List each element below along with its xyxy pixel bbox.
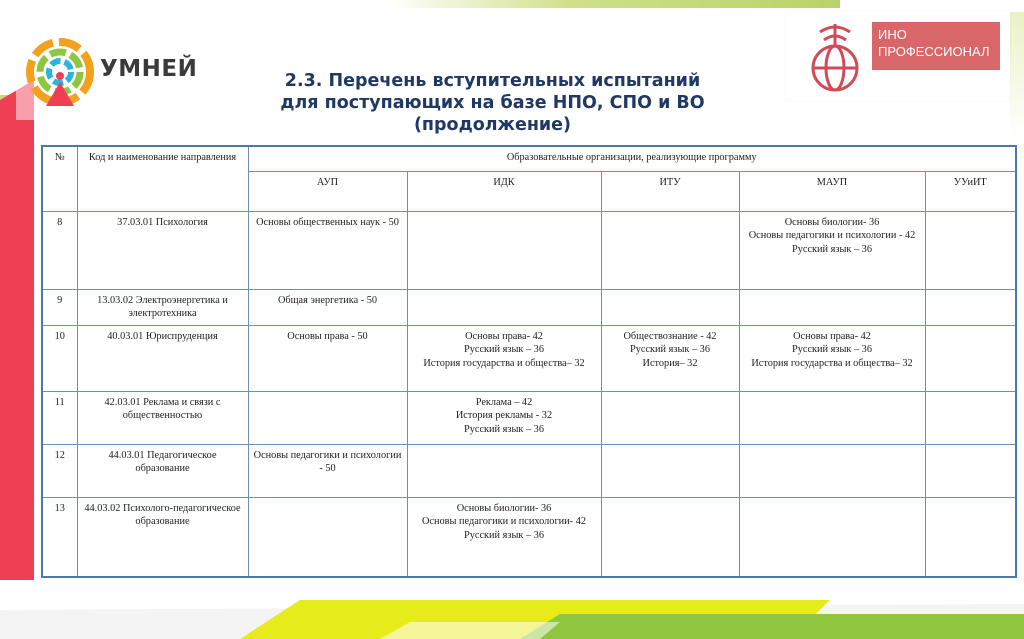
row-cell-мауп: [739, 497, 925, 577]
row-cell-мауп: Основы права- 42 Русский язык – 36 История государства и общества– 32: [739, 325, 925, 391]
row-direction: 44.03.02 Психолого-педагогическое образование: [77, 497, 248, 577]
title-line-2: для поступающих на базе НПО, СПО и ВО: [280, 93, 705, 113]
row-cell-иту: [601, 497, 739, 577]
header-org-maup: МАУП: [739, 171, 925, 211]
row-cell-мауп: [739, 444, 925, 497]
row-cell-ауп: [248, 391, 407, 444]
table-row: [42, 497, 1016, 577]
left-pink-decoration: [0, 60, 40, 580]
row-direction: 40.03.01 Юриспруденция: [77, 325, 248, 391]
row-cell-ауп: Основы педагогики и психологии - 50: [248, 444, 407, 497]
header-org-itu: ИТУ: [601, 171, 739, 211]
row-cell-мауп: [739, 391, 925, 444]
row-num: 11: [42, 391, 77, 444]
row-cell-ууиит: [925, 325, 1016, 391]
header-direction: Код и наименование направления: [77, 146, 248, 211]
row-direction: 44.03.01 Педагогическое образование: [77, 444, 248, 497]
table-body: [42, 211, 1016, 577]
bottom-decoration: [0, 600, 1024, 639]
ino-logo-text: ИНО ПРОФЕССИОНАЛ: [872, 22, 1000, 70]
row-cell-идк: Основы права- 42 Русский язык – 36 История государства и общества– 32: [407, 325, 601, 391]
table-row: [42, 444, 1016, 497]
row-direction: 37.03.01 Психология: [77, 211, 248, 289]
row-cell-мауп: [739, 289, 925, 325]
row-cell-ууиит: [925, 391, 1016, 444]
header-orgs: Образовательные организации, реализующие программу: [248, 146, 1016, 171]
exams-table: [41, 145, 1017, 578]
row-cell-идк: [407, 211, 601, 289]
table-row: [42, 289, 1016, 325]
header-org-aup: АУП: [248, 171, 407, 211]
row-cell-ауп: Основы права - 50: [248, 325, 407, 391]
table-row: [42, 211, 1016, 289]
row-num: 8: [42, 211, 77, 289]
title-line-3: (продолжение): [413, 115, 572, 135]
row-cell-идк: Реклама – 42 История рекламы - 32 Русский язык – 36: [407, 391, 601, 444]
umney-logo-text: УМНЕЙ: [100, 56, 198, 82]
row-cell-иту: [601, 444, 739, 497]
row-direction: 13.03.02 Электроэнергетика и электротехника: [77, 289, 248, 325]
row-cell-ууиит: [925, 211, 1016, 289]
right-edge-decoration: [1010, 12, 1024, 140]
header-org-idk: ИДК: [407, 171, 601, 211]
row-cell-ауп: [248, 497, 407, 577]
row-num: 13: [42, 497, 77, 577]
row-num: 10: [42, 325, 77, 391]
row-cell-идк: [407, 444, 601, 497]
row-direction: 42.03.01 Реклама и связи с общественностью: [77, 391, 248, 444]
umney-logo-icon: [24, 36, 96, 108]
row-cell-иту: [601, 211, 739, 289]
top-green-stripe: [390, 0, 840, 8]
row-num: 12: [42, 444, 77, 497]
header-row-1: [42, 146, 1016, 171]
row-cell-идк: Основы биологии- 36 Основы педагогики и психологии- 42 Русский язык – 36: [407, 497, 601, 577]
ino-globe-icon: [800, 18, 870, 98]
page-title: [200, 70, 785, 136]
title-line-1: 2.3. Перечень вступительных испытаний: [284, 71, 701, 91]
row-cell-ауп: Общая энергетика - 50: [248, 289, 407, 325]
row-cell-идк: [407, 289, 601, 325]
table-row: [42, 391, 1016, 444]
row-num: 9: [42, 289, 77, 325]
row-cell-ауп: Основы общественных наук - 50: [248, 211, 407, 289]
row-cell-иту: [601, 391, 739, 444]
row-cell-ууиит: [925, 444, 1016, 497]
header-num: №: [42, 146, 77, 211]
row-cell-мауп: Основы биологии- 36 Основы педагогики и психологии - 42 Русский язык – 36: [739, 211, 925, 289]
row-cell-иту: Обществознание - 42 Русский язык – 36 История– 32: [601, 325, 739, 391]
table-row: [42, 325, 1016, 391]
header-org-uuiit: УУиИТ: [925, 171, 1016, 211]
row-cell-ууиит: [925, 289, 1016, 325]
row-cell-ууиит: [925, 497, 1016, 577]
row-cell-иту: [601, 289, 739, 325]
